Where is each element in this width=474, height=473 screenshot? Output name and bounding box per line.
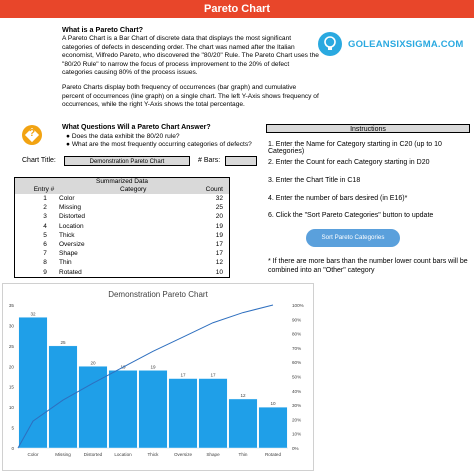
instructions-note: * If there are more bars than the number lower count bars will be combined into an "Other" category [268,258,468,274]
y2-tick-label: 40% [292,388,302,394]
logo-text: GOLEANSIXSIGMA.COM [348,39,464,50]
y-tick-label: 10 [8,405,14,411]
intro-section [62,26,320,117]
x-tick-label: Color [27,452,39,457]
summary-title: Summarized Data [95,178,149,185]
cell-count: 17 [215,250,223,258]
bar-data-label: 19 [150,364,156,370]
y-tick-label: 25 [8,343,14,349]
y-tick-label: 0 [11,446,14,451]
question-item: ● What are the most frequently occurring categories of defects? [66,141,252,149]
bar [229,399,258,448]
x-tick-label: Thin [238,452,248,457]
y2-tick-label: 50% [292,374,302,380]
bar-data-label: 19 [120,364,126,370]
table-row [15,212,229,221]
cell-entry: 9 [43,268,47,276]
table-row [15,222,229,231]
page-title: Pareto Chart [203,3,271,15]
bar [109,370,138,448]
cell-count: 17 [215,240,223,248]
bar-data-label: 10 [270,401,276,407]
cell-count: 32 [215,195,223,202]
table-row [15,194,229,203]
y2-tick-label: 60% [292,360,302,366]
x-tick-label: Distorted [83,452,103,457]
table-row [15,203,229,212]
bar-data-label: 20 [90,360,96,366]
cell-category: Distorted [59,213,86,221]
bar [199,379,228,448]
chart-title-input[interactable]: Demonstration Pareto Chart [64,156,190,166]
cell-entry: 5 [43,231,47,239]
x-tick-label: Shape [206,452,220,457]
instruction-step: 6. Click the "Sort Pareto Categories" button to update [268,212,434,219]
cell-entry: 7 [43,250,47,258]
bar [259,407,288,448]
cell-entry: 2 [43,204,47,212]
y2-tick-label: 0% [292,446,299,451]
cell-entry: 8 [43,259,47,267]
chart-title: Demonstration Pareto Chart [108,290,208,299]
y2-tick-label: 80% [292,331,302,337]
bar-data-label: 32 [30,311,36,317]
y-tick-label: 20 [8,364,14,370]
y-tick-label: 15 [8,384,14,390]
cell-category: Color [59,195,75,202]
logo [318,32,468,58]
table-row [15,240,229,249]
bar [169,379,198,448]
bar-data-label: 12 [240,392,246,398]
cell-count: 10 [215,268,223,276]
cell-category: Thin [59,259,72,267]
cell-entry: 3 [43,213,47,221]
cell-entry: 1 [43,195,47,202]
table-row [15,268,229,277]
bar [19,317,48,448]
intro-paragraph-1: A Pareto Chart is a Bar Chart of discrete data that displays the most significant categories of defects in descending order. The chart was named after the Italian economist, Vilfredo Pareto, who discovered the "80/20" Rule. The Pareto Chart uses the "80/20 Rule" to narrow the focus of process improvement to the 20% of defect categories causing 80% of the process issues. [62,35,319,77]
questions-heading: What Questions Will a Pareto Chart Answer? [62,124,211,131]
cell-category: Rotated [59,268,82,276]
question-item: ● Does the data exhibit the 80/20 rule? [66,132,180,140]
cell-count: 20 [215,213,223,221]
x-tick-label: Missing [55,452,71,457]
cell-count: 19 [215,231,223,239]
bars-label: # Bars: [198,157,221,164]
cell-category: Location [59,222,84,230]
col-count-header: Count [205,186,223,193]
intro-paragraph-2: Pareto Charts display both frequency of occurrences (bar graph) and cumulative percent of occurrences (line graph) on a single chart. The left Y-Axis shows frequency of occurrences, while the right Y-Axis shows the total percentage. [62,84,319,109]
cell-count: 19 [215,222,223,230]
bar-data-label: 17 [210,372,216,378]
instructions-title: Instructions [266,124,470,133]
y2-tick-label: 90% [292,317,302,323]
bar [139,370,168,448]
y2-tick-label: 10% [292,431,302,437]
x-tick-label: Oversize [173,452,193,457]
cell-category: Shape [59,250,78,258]
col-entry-header: Entry # [33,186,55,193]
page-title-bar [0,0,474,18]
cell-count: 25 [215,204,223,212]
table-row [15,231,229,240]
instruction-step: 4. Enter the number of bars desired (in E16)* [268,195,408,202]
cell-count: 12 [215,259,223,267]
y-tick-label: 5 [11,425,14,431]
x-tick-label: Location [114,452,132,457]
instruction-step: 2. Enter the Count for each Category starting in D20 [268,159,430,166]
questions-section [62,124,272,150]
y2-tick-label: 100% [292,303,304,308]
bar [79,366,108,448]
cell-category: Thick [59,231,75,239]
instruction-step: 3. Enter the Chart Title in C18 [268,177,361,184]
table-row [15,249,229,258]
cell-category: Missing [59,204,82,212]
y-tick-label: 35 [8,303,14,308]
table-row [15,258,229,267]
instruction-step: 1. Enter the Name for Category starting in C20 (up to 10 Categories) [268,141,442,155]
sort-pareto-button[interactable]: Sort Pareto Categories [306,229,400,247]
chart-title-label: Chart Title: [22,157,56,164]
lightbulb-icon [318,32,342,56]
y2-tick-label: 20% [292,417,302,423]
bar-data-label: 17 [180,372,186,378]
y2-tick-label: 30% [292,403,302,409]
x-tick-label: Thick [147,452,159,457]
summary-table [14,177,230,278]
intro-heading: What is a Pareto Chart? [62,25,144,34]
col-category-header: Category [120,186,147,193]
bars-input[interactable] [225,156,257,166]
pareto-chart [2,283,314,471]
y2-tick-label: 70% [292,345,302,351]
summary-header-row [15,186,229,194]
cell-entry: 6 [43,240,47,248]
question-icon: ? [22,125,42,145]
cell-category: Oversize [59,240,85,248]
bar [49,346,78,448]
y-tick-label: 30 [8,323,14,329]
bar-data-label: 25 [60,339,66,345]
x-tick-label: Rotated [264,452,282,457]
cell-entry: 4 [43,222,47,230]
